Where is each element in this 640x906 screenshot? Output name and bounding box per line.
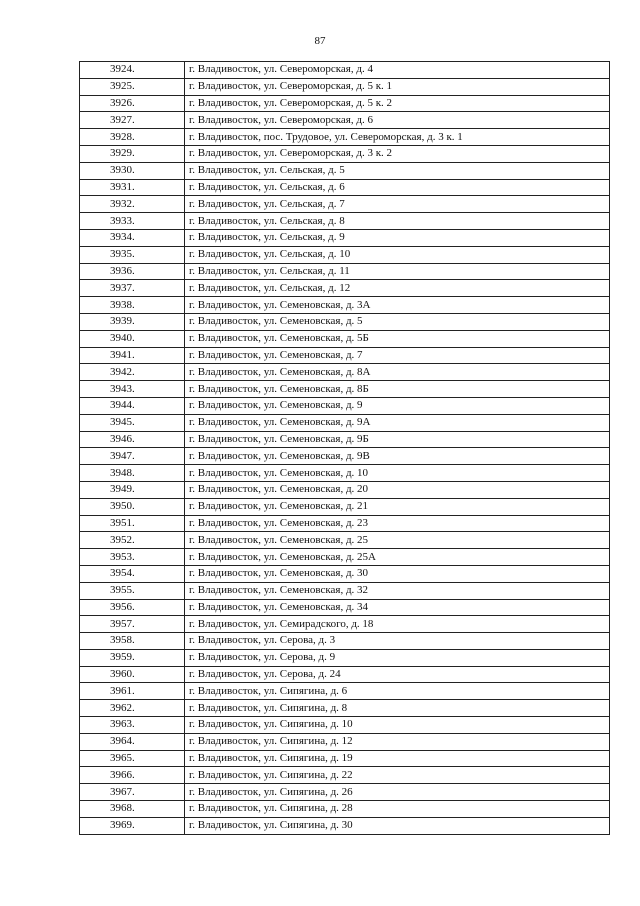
address-cell: г. Владивосток, ул. Сельская, д. 8: [185, 213, 610, 230]
address-cell: г. Владивосток, ул. Серова, д. 9: [185, 649, 610, 666]
row-number-cell: 3945.: [80, 414, 185, 431]
address-cell: г. Владивосток, ул. Семеновская, д. 10: [185, 465, 610, 482]
address-table-body: [80, 62, 610, 835]
table-row: [80, 381, 610, 398]
row-number-cell: 3949.: [80, 481, 185, 498]
address-cell: г. Владивосток, пос. Трудовое, ул. Североморская, д. 3 к. 1: [185, 129, 610, 146]
row-number-cell: 3934.: [80, 229, 185, 246]
table-row: [80, 397, 610, 414]
address-cell: г. Владивосток, ул. Семеновская, д. 25: [185, 532, 610, 549]
row-number-cell: 3956.: [80, 599, 185, 616]
table-row: [80, 532, 610, 549]
row-number-cell: 3942.: [80, 364, 185, 381]
address-cell: г. Владивосток, ул. Сельская, д. 7: [185, 196, 610, 213]
row-number-cell: 3952.: [80, 532, 185, 549]
address-cell: г. Владивосток, ул. Семеновская, д. 3А: [185, 297, 610, 314]
row-number-cell: 3943.: [80, 381, 185, 398]
address-cell: г. Владивосток, ул. Серова, д. 3: [185, 633, 610, 650]
row-number-cell: 3948.: [80, 465, 185, 482]
row-number-cell: 3933.: [80, 213, 185, 230]
table-row: [80, 481, 610, 498]
row-number-cell: 3957.: [80, 616, 185, 633]
row-number-cell: 3962.: [80, 700, 185, 717]
table-row: [80, 330, 610, 347]
address-cell: г. Владивосток, ул. Североморская, д. 3 к. 2: [185, 145, 610, 162]
table-row: [80, 649, 610, 666]
table-row: [80, 196, 610, 213]
address-cell: г. Владивосток, ул. Сипягина, д. 8: [185, 700, 610, 717]
row-number-cell: 3924.: [80, 62, 185, 79]
table-row: [80, 246, 610, 263]
table-row: [80, 62, 610, 79]
table-row: [80, 565, 610, 582]
table-row: [80, 498, 610, 515]
address-cell: г. Владивосток, ул. Сипягина, д. 6: [185, 683, 610, 700]
row-number-cell: 3967.: [80, 784, 185, 801]
table-row: [80, 633, 610, 650]
table-row: [80, 817, 610, 834]
table-row: [80, 414, 610, 431]
row-number-cell: 3946.: [80, 431, 185, 448]
table-row: [80, 78, 610, 95]
table-row: [80, 213, 610, 230]
row-number-cell: 3963.: [80, 717, 185, 734]
address-cell: г. Владивосток, ул. Североморская, д. 4: [185, 62, 610, 79]
table-row: [80, 700, 610, 717]
address-cell: г. Владивосток, ул. Семеновская, д. 7: [185, 347, 610, 364]
row-number-cell: 3953.: [80, 549, 185, 566]
row-number-cell: 3931.: [80, 179, 185, 196]
address-cell: г. Владивосток, ул. Сельская, д. 6: [185, 179, 610, 196]
table-row: [80, 263, 610, 280]
table-row: [80, 179, 610, 196]
address-cell: г. Владивосток, ул. Семеновская, д. 20: [185, 481, 610, 498]
address-cell: г. Владивосток, ул. Североморская, д. 5 к. 2: [185, 95, 610, 112]
address-cell: г. Владивосток, ул. Сельская, д. 12: [185, 280, 610, 297]
table-row: [80, 515, 610, 532]
table-row: [80, 683, 610, 700]
table-row: [80, 750, 610, 767]
row-number-cell: 3959.: [80, 649, 185, 666]
row-number-cell: 3928.: [80, 129, 185, 146]
address-cell: г. Владивосток, ул. Сипягина, д. 28: [185, 801, 610, 818]
address-cell: г. Владивосток, ул. Сипягина, д. 19: [185, 750, 610, 767]
row-number-cell: 3954.: [80, 565, 185, 582]
row-number-cell: 3958.: [80, 633, 185, 650]
row-number-cell: 3939.: [80, 313, 185, 330]
table-row: [80, 801, 610, 818]
row-number-cell: 3950.: [80, 498, 185, 515]
row-number-cell: 3951.: [80, 515, 185, 532]
table-row: [80, 280, 610, 297]
row-number-cell: 3929.: [80, 145, 185, 162]
address-cell: г. Владивосток, ул. Семеновская, д. 32: [185, 582, 610, 599]
address-cell: г. Владивосток, ул. Семеновская, д. 25А: [185, 549, 610, 566]
table-row: [80, 364, 610, 381]
address-cell: г. Владивосток, ул. Сипягина, д. 12: [185, 733, 610, 750]
row-number-cell: 3944.: [80, 397, 185, 414]
address-table: [79, 61, 610, 835]
table-row: [80, 616, 610, 633]
row-number-cell: 3927.: [80, 112, 185, 129]
row-number-cell: 3926.: [80, 95, 185, 112]
row-number-cell: 3960.: [80, 666, 185, 683]
address-cell: г. Владивосток, ул. Серова, д. 24: [185, 666, 610, 683]
table-row: [80, 784, 610, 801]
row-number-cell: 3969.: [80, 817, 185, 834]
table-row: [80, 582, 610, 599]
address-cell: г. Владивосток, ул. Семеновская, д. 30: [185, 565, 610, 582]
address-cell: г. Владивосток, ул. Семеновская, д. 23: [185, 515, 610, 532]
table-row: [80, 112, 610, 129]
table-row: [80, 599, 610, 616]
address-cell: г. Владивосток, ул. Семеновская, д. 9: [185, 397, 610, 414]
table-row: [80, 549, 610, 566]
table-row: [80, 717, 610, 734]
table-row: [80, 229, 610, 246]
address-cell: г. Владивосток, ул. Сипягина, д. 10: [185, 717, 610, 734]
address-cell: г. Владивосток, ул. Сипягина, д. 26: [185, 784, 610, 801]
row-number-cell: 3964.: [80, 733, 185, 750]
row-number-cell: 3938.: [80, 297, 185, 314]
table-row: [80, 767, 610, 784]
page-number: 87: [314, 35, 326, 47]
row-number-cell: 3937.: [80, 280, 185, 297]
table-row: [80, 733, 610, 750]
row-number-cell: 3925.: [80, 78, 185, 95]
row-number-cell: 3968.: [80, 801, 185, 818]
row-number-cell: 3955.: [80, 582, 185, 599]
address-cell: г. Владивосток, ул. Семирадского, д. 18: [185, 616, 610, 633]
row-number-cell: 3936.: [80, 263, 185, 280]
address-cell: г. Владивосток, ул. Семеновская, д. 9Б: [185, 431, 610, 448]
row-number-cell: 3941.: [80, 347, 185, 364]
address-cell: г. Владивосток, ул. Сельская, д. 10: [185, 246, 610, 263]
table-row: [80, 448, 610, 465]
address-cell: г. Владивосток, ул. Семеновская, д. 5: [185, 313, 610, 330]
address-cell: г. Владивосток, ул. Сипягина, д. 30: [185, 817, 610, 834]
address-cell: г. Владивосток, ул. Семеновская, д. 8А: [185, 364, 610, 381]
row-number-cell: 3947.: [80, 448, 185, 465]
row-number-cell: 3966.: [80, 767, 185, 784]
table-row: [80, 129, 610, 146]
table-row: [80, 431, 610, 448]
address-cell: г. Владивосток, ул. Семеновская, д. 9В: [185, 448, 610, 465]
address-cell: г. Владивосток, ул. Семеновская, д. 5Б: [185, 330, 610, 347]
row-number-cell: 3961.: [80, 683, 185, 700]
address-cell: г. Владивосток, ул. Североморская, д. 5 к. 1: [185, 78, 610, 95]
table-row: [80, 465, 610, 482]
address-cell: г. Владивосток, ул. Сипягина, д. 22: [185, 767, 610, 784]
row-number-cell: 3965.: [80, 750, 185, 767]
row-number-cell: 3940.: [80, 330, 185, 347]
address-cell: г. Владивосток, ул. Семеновская, д. 8Б: [185, 381, 610, 398]
address-cell: г. Владивосток, ул. Североморская, д. 6: [185, 112, 610, 129]
address-cell: г. Владивосток, ул. Сельская, д. 11: [185, 263, 610, 280]
table-row: [80, 297, 610, 314]
row-number-cell: 3932.: [80, 196, 185, 213]
table-row: [80, 95, 610, 112]
row-number-cell: 3935.: [80, 246, 185, 263]
table-row: [80, 347, 610, 364]
table-row: [80, 313, 610, 330]
row-number-cell: 3930.: [80, 162, 185, 179]
table-row: [80, 666, 610, 683]
table-row: [80, 145, 610, 162]
address-cell: г. Владивосток, ул. Семеновская, д. 34: [185, 599, 610, 616]
address-cell: г. Владивосток, ул. Семеновская, д. 21: [185, 498, 610, 515]
address-cell: г. Владивосток, ул. Сельская, д. 9: [185, 229, 610, 246]
address-cell: г. Владивосток, ул. Семеновская, д. 9А: [185, 414, 610, 431]
address-cell: г. Владивосток, ул. Сельская, д. 5: [185, 162, 610, 179]
table-row: [80, 162, 610, 179]
